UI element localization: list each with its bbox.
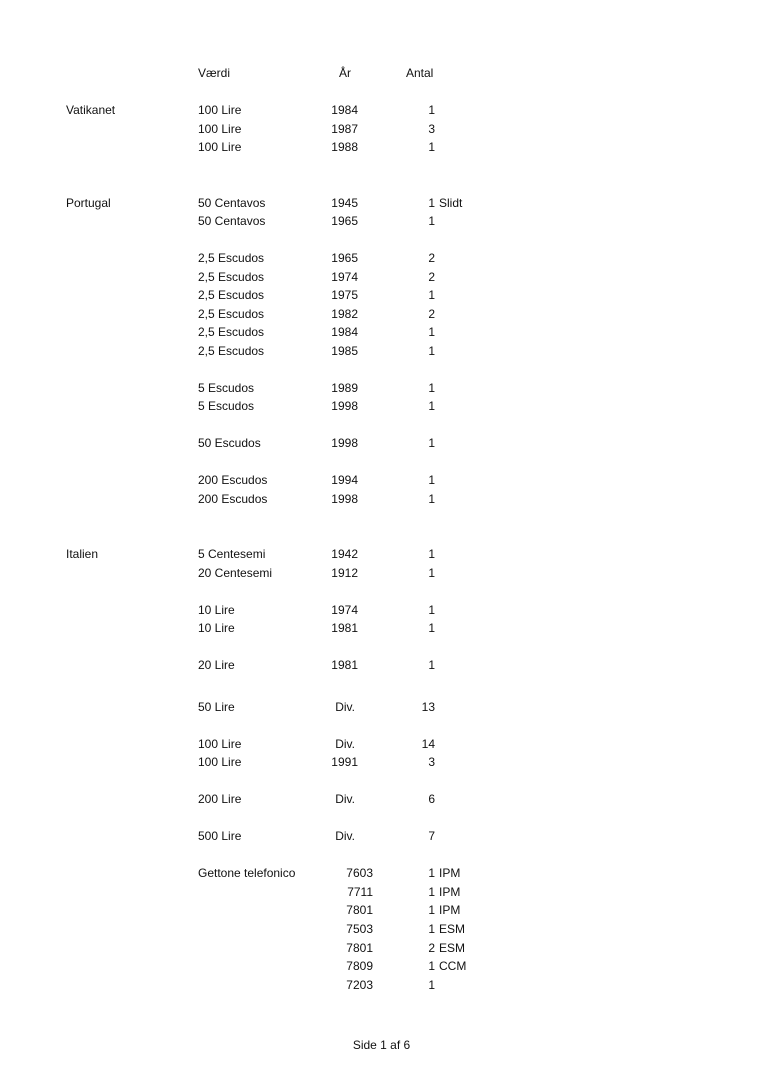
coin-value: 50 Centavos <box>198 196 266 210</box>
coin-year: Div. <box>335 700 355 714</box>
coin-value: 100 Lire <box>198 140 242 154</box>
coin-year: 1985 <box>331 344 358 358</box>
coin-year: 1984 <box>331 325 358 339</box>
coin-quantity: 1 <box>428 885 435 899</box>
coin-year: 1965 <box>331 214 358 228</box>
coin-quantity: 1 <box>428 103 435 117</box>
coin-year: 1998 <box>331 436 358 450</box>
coin-year: 1998 <box>331 492 358 506</box>
coin-value: 50 Centavos <box>198 214 266 228</box>
coin-quantity: 1 <box>428 547 435 561</box>
coin-note: ESM <box>439 941 466 955</box>
coin-note: IPM <box>439 885 461 899</box>
coin-year: 1945 <box>331 196 358 210</box>
coin-value: 20 Lire <box>198 658 235 672</box>
coin-quantity: 2 <box>428 270 435 284</box>
coin-quantity: 1 <box>428 978 435 992</box>
coin-year: 7809 <box>346 959 373 973</box>
coin-quantity: 1 <box>428 566 435 580</box>
coin-value: 2,5 Escudos <box>198 344 265 358</box>
coin-quantity: 13 <box>421 700 435 714</box>
coin-value: 2,5 Escudos <box>198 288 265 302</box>
coin-quantity: 1 <box>428 922 435 936</box>
coin-year: 1991 <box>331 755 358 769</box>
coin-quantity: 1 <box>428 903 435 917</box>
coin-year: 1998 <box>331 399 358 413</box>
coin-year: 7801 <box>346 941 373 955</box>
coin-value: Gettone telefonico <box>198 866 296 880</box>
coin-year: 1984 <box>331 103 358 117</box>
coin-quantity: 1 <box>428 325 435 339</box>
coin-quantity: 14 <box>421 737 435 751</box>
coin-value: 50 Lire <box>198 700 235 714</box>
coin-value: 5 Escudos <box>198 381 255 395</box>
coin-quantity: 1 <box>428 492 435 506</box>
coin-value: 100 Lire <box>198 103 242 117</box>
coin-quantity: 1 <box>428 658 435 672</box>
coin-value: 2,5 Escudos <box>198 270 265 284</box>
page-footer: Side 1 af 6 <box>352 1038 411 1052</box>
coin-year: 1982 <box>331 307 358 321</box>
coin-year: Div. <box>335 829 355 843</box>
coin-year: 1988 <box>331 140 358 154</box>
coin-value: 20 Centesemi <box>198 566 273 580</box>
column-header-value: Værdi <box>198 66 231 80</box>
coin-quantity: 3 <box>428 122 435 136</box>
coin-year: 1987 <box>331 122 358 136</box>
coin-value: 200 Escudos <box>198 492 268 506</box>
coin-value: 5 Centesemi <box>198 547 266 561</box>
coin-quantity: 1 <box>428 621 435 635</box>
coin-year: 1981 <box>331 621 358 635</box>
country-label: Italien <box>66 547 99 561</box>
coin-value: 100 Lire <box>198 755 242 769</box>
coin-year: 1974 <box>331 270 358 284</box>
coin-value: 50 Escudos <box>198 436 261 450</box>
coin-quantity: 1 <box>428 381 435 395</box>
coin-quantity: 2 <box>428 251 435 265</box>
coin-value: 200 Lire <box>198 792 242 806</box>
coin-quantity: 1 <box>428 866 435 880</box>
coin-note: ESM <box>439 922 466 936</box>
coin-quantity: 1 <box>428 436 435 450</box>
coin-quantity: 1 <box>428 196 435 210</box>
coin-value: 100 Lire <box>198 122 242 136</box>
coin-quantity: 1 <box>428 959 435 973</box>
coin-value: 5 Escudos <box>198 399 255 413</box>
coin-year: Div. <box>335 792 355 806</box>
coin-value: 2,5 Escudos <box>198 325 265 339</box>
coin-quantity: 3 <box>428 755 435 769</box>
coin-year: 1981 <box>331 658 358 672</box>
column-header-year: År <box>339 66 351 80</box>
coin-quantity: 2 <box>428 307 435 321</box>
coin-year: 1994 <box>331 473 358 487</box>
coin-quantity: 6 <box>428 792 435 806</box>
coin-note: IPM <box>439 903 461 917</box>
coin-quantity: 1 <box>428 140 435 154</box>
coin-year: 7503 <box>346 922 373 936</box>
coin-year: 1942 <box>331 547 358 561</box>
coin-value: 10 Lire <box>198 621 235 635</box>
coin-year: 7203 <box>346 978 373 992</box>
coin-year: Div. <box>335 737 355 751</box>
coin-quantity: 1 <box>428 344 435 358</box>
coin-value: 200 Escudos <box>198 473 268 487</box>
coin-value: 500 Lire <box>198 829 242 843</box>
coin-quantity: 7 <box>428 829 435 843</box>
coin-year: 1965 <box>331 251 358 265</box>
coin-quantity: 1 <box>428 473 435 487</box>
coin-note: CCM <box>439 959 467 973</box>
coin-year: 7603 <box>346 866 373 880</box>
column-header-quantity: Antal <box>406 66 434 80</box>
coin-year: 1975 <box>331 288 358 302</box>
coin-note: Slidt <box>439 196 463 210</box>
coin-value: 10 Lire <box>198 603 235 617</box>
coin-note: IPM <box>439 866 461 880</box>
coin-year: 1974 <box>331 603 358 617</box>
country-label: Vatikanet <box>66 103 116 117</box>
coin-year: 1912 <box>331 566 358 580</box>
coin-year: 7801 <box>346 903 373 917</box>
country-label: Portugal <box>66 196 111 210</box>
coin-year: 1989 <box>331 381 358 395</box>
coin-quantity: 1 <box>428 214 435 228</box>
coin-quantity: 2 <box>428 941 435 955</box>
coin-value: 2,5 Escudos <box>198 251 265 265</box>
coin-year: 7711 <box>347 885 373 899</box>
coin-value: 100 Lire <box>198 737 242 751</box>
coin-quantity: 1 <box>428 603 435 617</box>
coin-quantity: 1 <box>428 399 435 413</box>
coin-quantity: 1 <box>428 288 435 302</box>
coin-value: 2,5 Escudos <box>198 307 265 321</box>
